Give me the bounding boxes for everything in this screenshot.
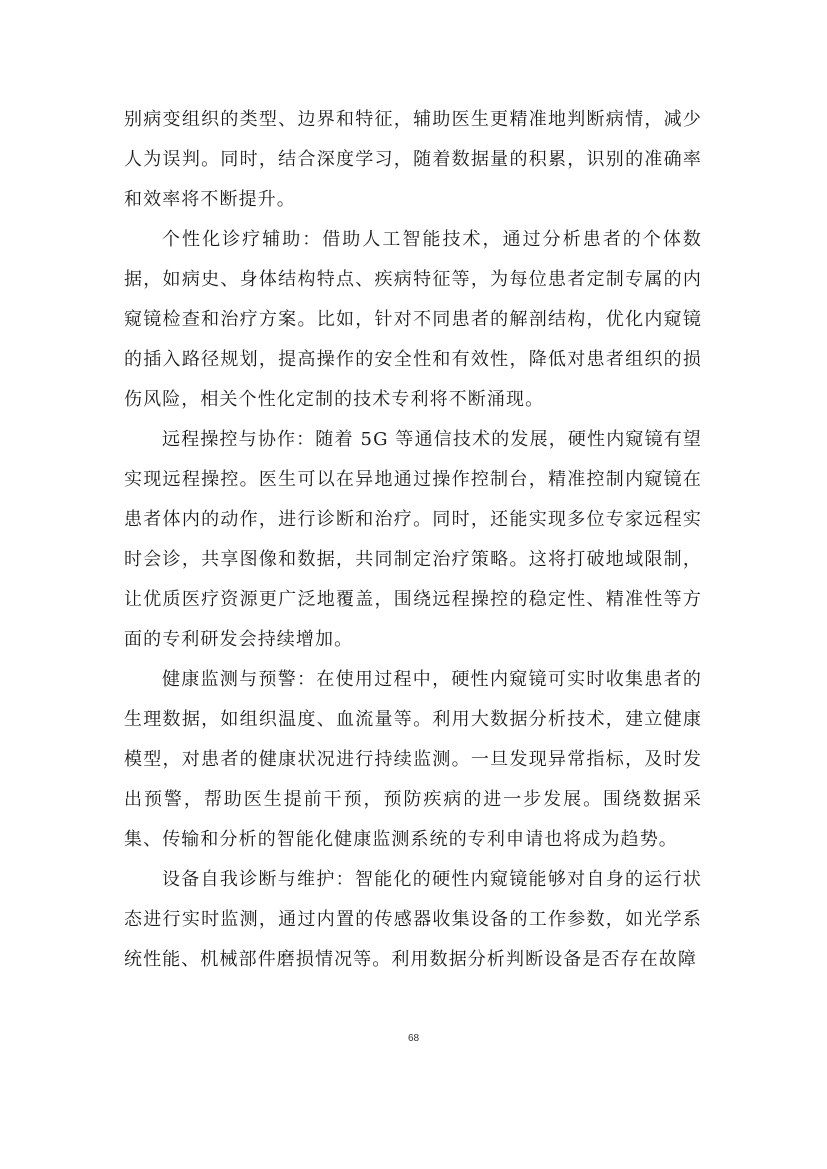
body-text bbox=[124, 100, 702, 980]
paragraph-self-diagnosis: 设备自我诊断与维护：智能化的硬性内窥镜能够对自身的运行状态进行实时监测，通过内置的传感器收集设备的工作参数，如光学系统性能、机械部件磨损情况等。利用数据分析判断设备是否存在故障 bbox=[124, 869, 702, 970]
paragraph-personalized-diagnosis: 个性化诊疗辅助：借助人工智能技术，通过分析患者的个体数据，如病史、身体结构特点、疾病特征等，为每位患者定制专属的内窥镜检查和治疗方案。比如，针对不同患者的解剖结构，优化内窥镜的插入路径规划，提高操作的安全性和有效性，降低对患者组织的损伤风险，相关个性化定制的技术专利将不断涌现。 bbox=[124, 229, 702, 410]
paragraph-continuation: 别病变组织的类型、边界和特征，辅助医生更精准地判断病情，减少人为误判。同时，结合深度学习，随着数据量的积累，识别的准确率和效率将不断提升。 bbox=[124, 109, 702, 210]
paragraph-remote-control: 远程操控与协作：随着 5G 等通信技术的发展，硬性内窥镜有望实现远程操控。医生可以在异地通过操作控制台，精准控制内窥镜在患者体内的动作，进行诊断和治疗。同时，还能实现多位专家远程实时会诊，共享图像和数据，共同制定治疗策略。这将打破地域限制，让优质医疗资源更广泛地覆盖，围绕远程操控的稳定性、精准性等方面的专利研发会持续增加。 bbox=[124, 429, 702, 650]
paragraph-health-monitoring: 健康监测与预警：在使用过程中，硬性内窥镜可实时收集患者的生理数据，如组织温度、血流量等。利用大数据分析技术，建立健康模型，对患者的健康状况进行持续监测。一旦发现异常指标，及时发出预警，帮助医生提前干预，预防疾病的进一步发展。围绕数据采集、传输和分析的智能化健康监测系统的专利申请也将成为趋势。 bbox=[124, 669, 702, 850]
page-number: 68 bbox=[407, 1033, 420, 1044]
